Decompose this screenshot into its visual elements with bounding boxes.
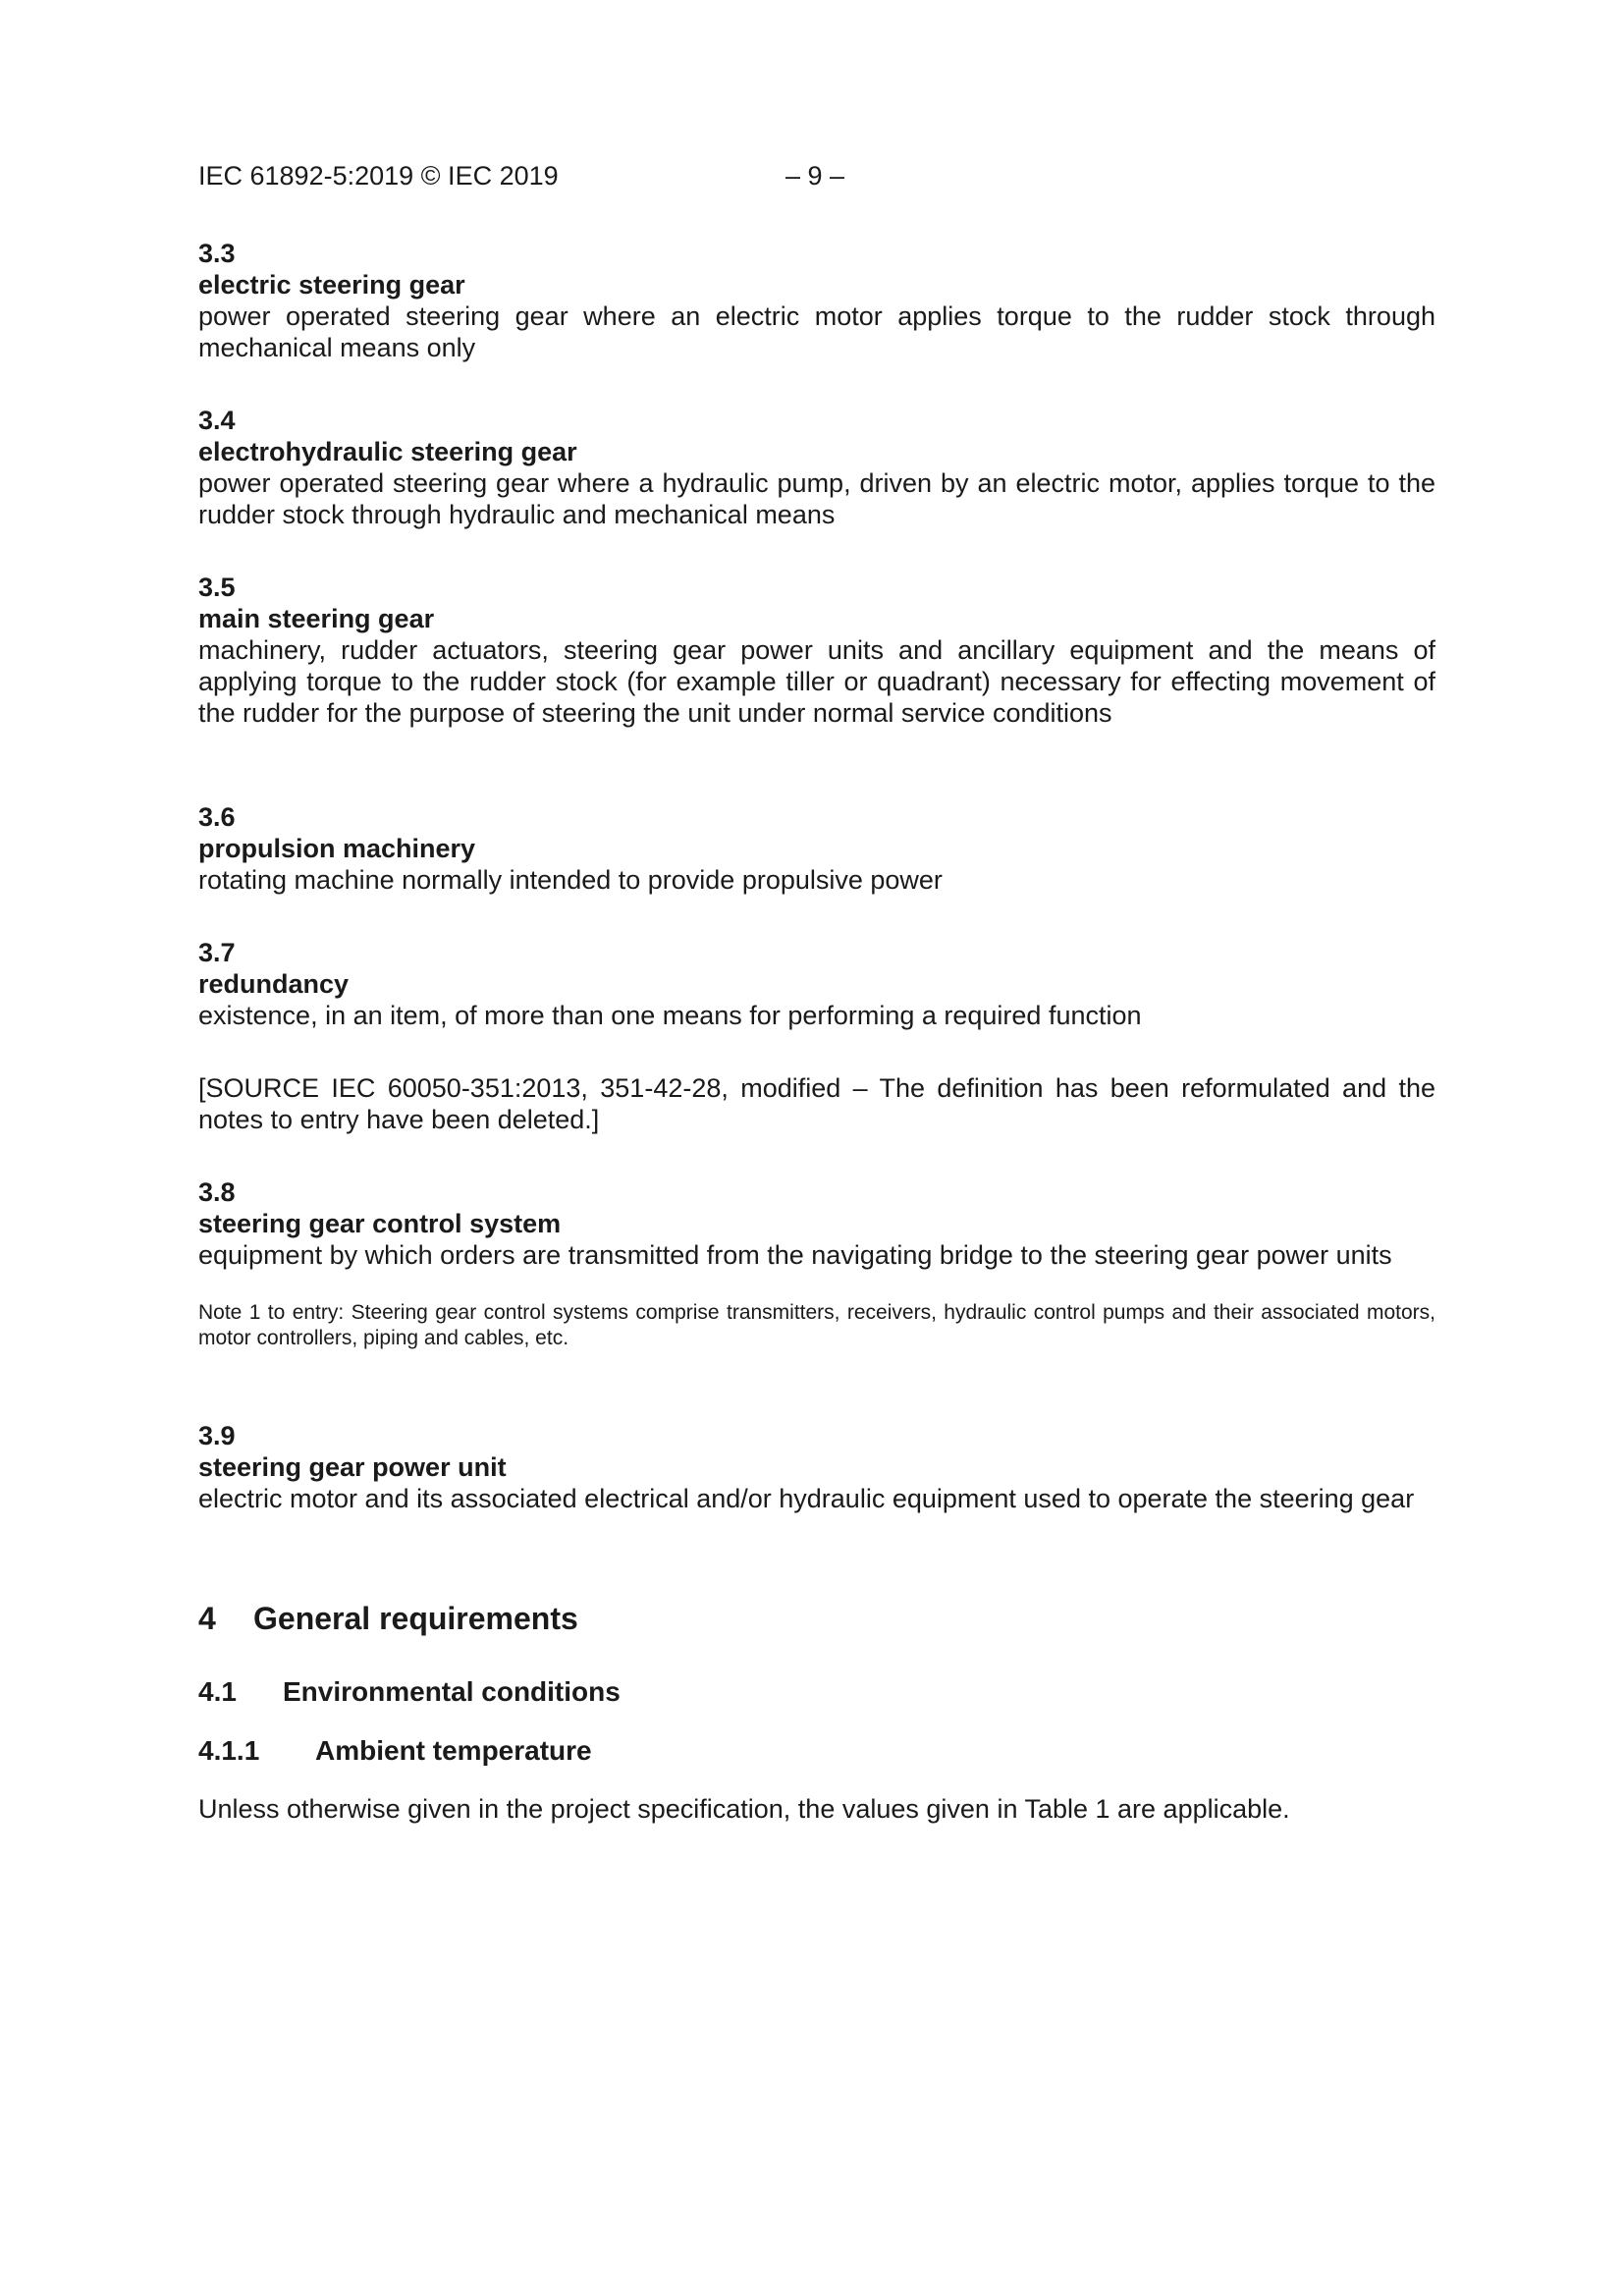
term-number: 3.9 [198,1421,236,1450]
term-number: 3.7 [198,938,236,967]
term-source: [SOURCE IEC 60050-351:2013, 351-42-28, modified – The definition has been reformulated and the notes to entry have been deleted.] [198,1073,1435,1134]
section-number: 4 [198,1601,216,1636]
subsubsection-heading [198,1734,592,1768]
term-number: 3.8 [198,1177,236,1207]
term-definition: rotating machine normally intended to provide propulsive power [198,865,943,895]
term-definition: power operated steering gear where a hydraulic pump, driven by an electric motor, applies torque to the rudder stock through hydraulic and mechanical means [198,468,1435,529]
header-standard-ref: IEC 61892-5:2019 © IEC 2019 [198,161,559,191]
term-name: propulsion machinery [198,834,476,863]
term-name: steering gear control system [198,1209,562,1238]
subsection-title: Environmental conditions [283,1676,621,1707]
term-definition: electric motor and its associated electrical and/or hydraulic equipment used to operate the steering gear [198,1484,1415,1513]
term-name: redundancy [198,969,350,999]
term-entry [198,1176,1435,1351]
term-name: steering gear power unit [198,1452,507,1482]
subsection-number: 4.1 [198,1676,237,1707]
body-paragraph: Unless otherwise given in the project specification, the values given in Table 1 are applicable. [198,1794,1290,1824]
term-number: 3.3 [198,239,236,268]
term-entry [198,238,1435,363]
section-heading [198,1599,578,1638]
term-definition: power operated steering gear where an electric motor applies torque to the rudder stock through mechanical means only [198,301,1435,362]
term-note: Note 1 to entry: Steering gear control systems comprise transmitters, receivers, hydraulic control pumps and their associated motors, motor controllers, piping and cables, etc. [198,1301,1435,1349]
term-name: electric steering gear [198,270,465,300]
subsubsection-title: Ambient temperature [315,1735,592,1766]
subsubsection-number: 4.1.1 [198,1735,260,1766]
term-definition: equipment by which orders are transmitted from the navigating bridge to the steering gear power units [198,1240,1392,1270]
term-definition: machinery, rudder actuators, steering gear power units and ancillary equipment and the means of applying torque to the rudder stock (for example tiller or quadrant) necessary for effecting movement of the rudder for the purpose of steering the unit under normal service conditions [198,635,1435,728]
term-entry [198,801,1435,896]
section-title: General requirements [253,1601,578,1636]
term-name: main steering gear [198,604,435,633]
term-definition: existence, in an item, of more than one means for performing a required function [198,1001,1142,1030]
term-entry [198,572,1435,729]
term-name: electrohydraulic steering gear [198,437,577,466]
term-entry [198,937,1435,1135]
term-number: 3.5 [198,573,236,602]
term-entry [198,405,1435,530]
term-number: 3.4 [198,406,236,435]
page-number: – 9 – [785,161,845,191]
term-number: 3.6 [198,802,236,832]
term-entry [198,1420,1435,1514]
subsection-heading [198,1675,621,1709]
